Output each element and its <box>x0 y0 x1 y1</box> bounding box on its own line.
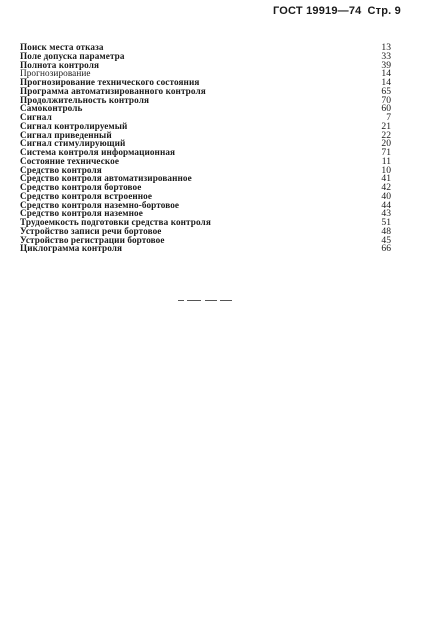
index-term: Средство контроля бортовое <box>20 182 142 192</box>
index-page-number: 71 <box>381 147 391 158</box>
index-term: Продолжительность контроля <box>20 94 150 105</box>
index-page-number: 43 <box>381 208 391 220</box>
index-term: Состояние техническое <box>20 155 120 166</box>
index-page-number: 7 <box>386 112 391 123</box>
index-term: Устройство регистрации бортовое <box>20 234 165 245</box>
index-term: Сигнал приведенный <box>20 129 112 140</box>
index-page-number: 40 <box>381 190 391 202</box>
index-term: Средство контроля наземное <box>20 208 143 219</box>
index-term: Прогнозирование технического состояния <box>20 77 200 87</box>
page-label: Стр. 9 <box>367 5 401 17</box>
index-page-number: 10 <box>381 164 391 176</box>
index-term: Трудоемкость подготовки средства контроля <box>20 217 211 227</box>
index-entry <box>20 104 391 113</box>
index-term: Сигнал стимулирующий <box>20 138 126 149</box>
index-page-number: 14 <box>381 77 391 88</box>
index-term: Циклограмма контроля <box>20 243 123 254</box>
index-page-number: 51 <box>381 217 391 228</box>
index-term: Средство контроля встроенное <box>20 190 153 201</box>
index-page-number: 39 <box>381 59 391 71</box>
index-term: Устройство записи речи бортовое <box>20 225 162 236</box>
index-term: Самоконтроль <box>20 103 83 114</box>
alphabetical-index <box>20 43 391 253</box>
index-term: Средство контроля наземно-бортовое <box>20 199 180 210</box>
index-page-number: 70 <box>381 94 391 106</box>
index-page-number: 14 <box>381 68 391 80</box>
index-page-number: 48 <box>381 225 391 237</box>
index-page-number: 45 <box>381 234 391 246</box>
index-page-number: 21 <box>381 120 391 132</box>
index-page-number: 22 <box>381 129 391 141</box>
index-term: Средство контроля автоматизированное <box>20 173 192 184</box>
index-page-number: 44 <box>381 199 391 211</box>
index-page-number: 13 <box>381 42 391 53</box>
index-page-number: 60 <box>381 103 391 115</box>
index-page-number: 42 <box>381 182 391 193</box>
index-term: Прогнозирование <box>20 68 91 79</box>
index-term: Сигнал <box>20 112 52 122</box>
standard-number: ГОСТ 19919—74 <box>272 5 362 17</box>
index-term: Поле допуска параметра <box>20 50 125 61</box>
index-entry <box>20 244 391 253</box>
index-term: Полнота контроля <box>20 59 100 70</box>
index-page-number: 20 <box>381 138 391 150</box>
index-page-number: 33 <box>381 50 391 62</box>
index-page-number: 65 <box>381 85 391 97</box>
index-term: Система контроля информационная <box>20 147 176 157</box>
page-header <box>273 5 401 17</box>
index-term: Сигнал контролируемый <box>20 120 128 131</box>
index-page-number: 41 <box>381 173 391 185</box>
index-term: Поиск места отказа <box>20 42 104 52</box>
index-term: Программа автоматизированного контроля <box>20 85 206 96</box>
index-page-number: 11 <box>381 155 391 167</box>
end-divider <box>178 300 232 301</box>
index-term: Средство контроля <box>20 164 102 175</box>
index-page-number: 66 <box>381 243 391 255</box>
